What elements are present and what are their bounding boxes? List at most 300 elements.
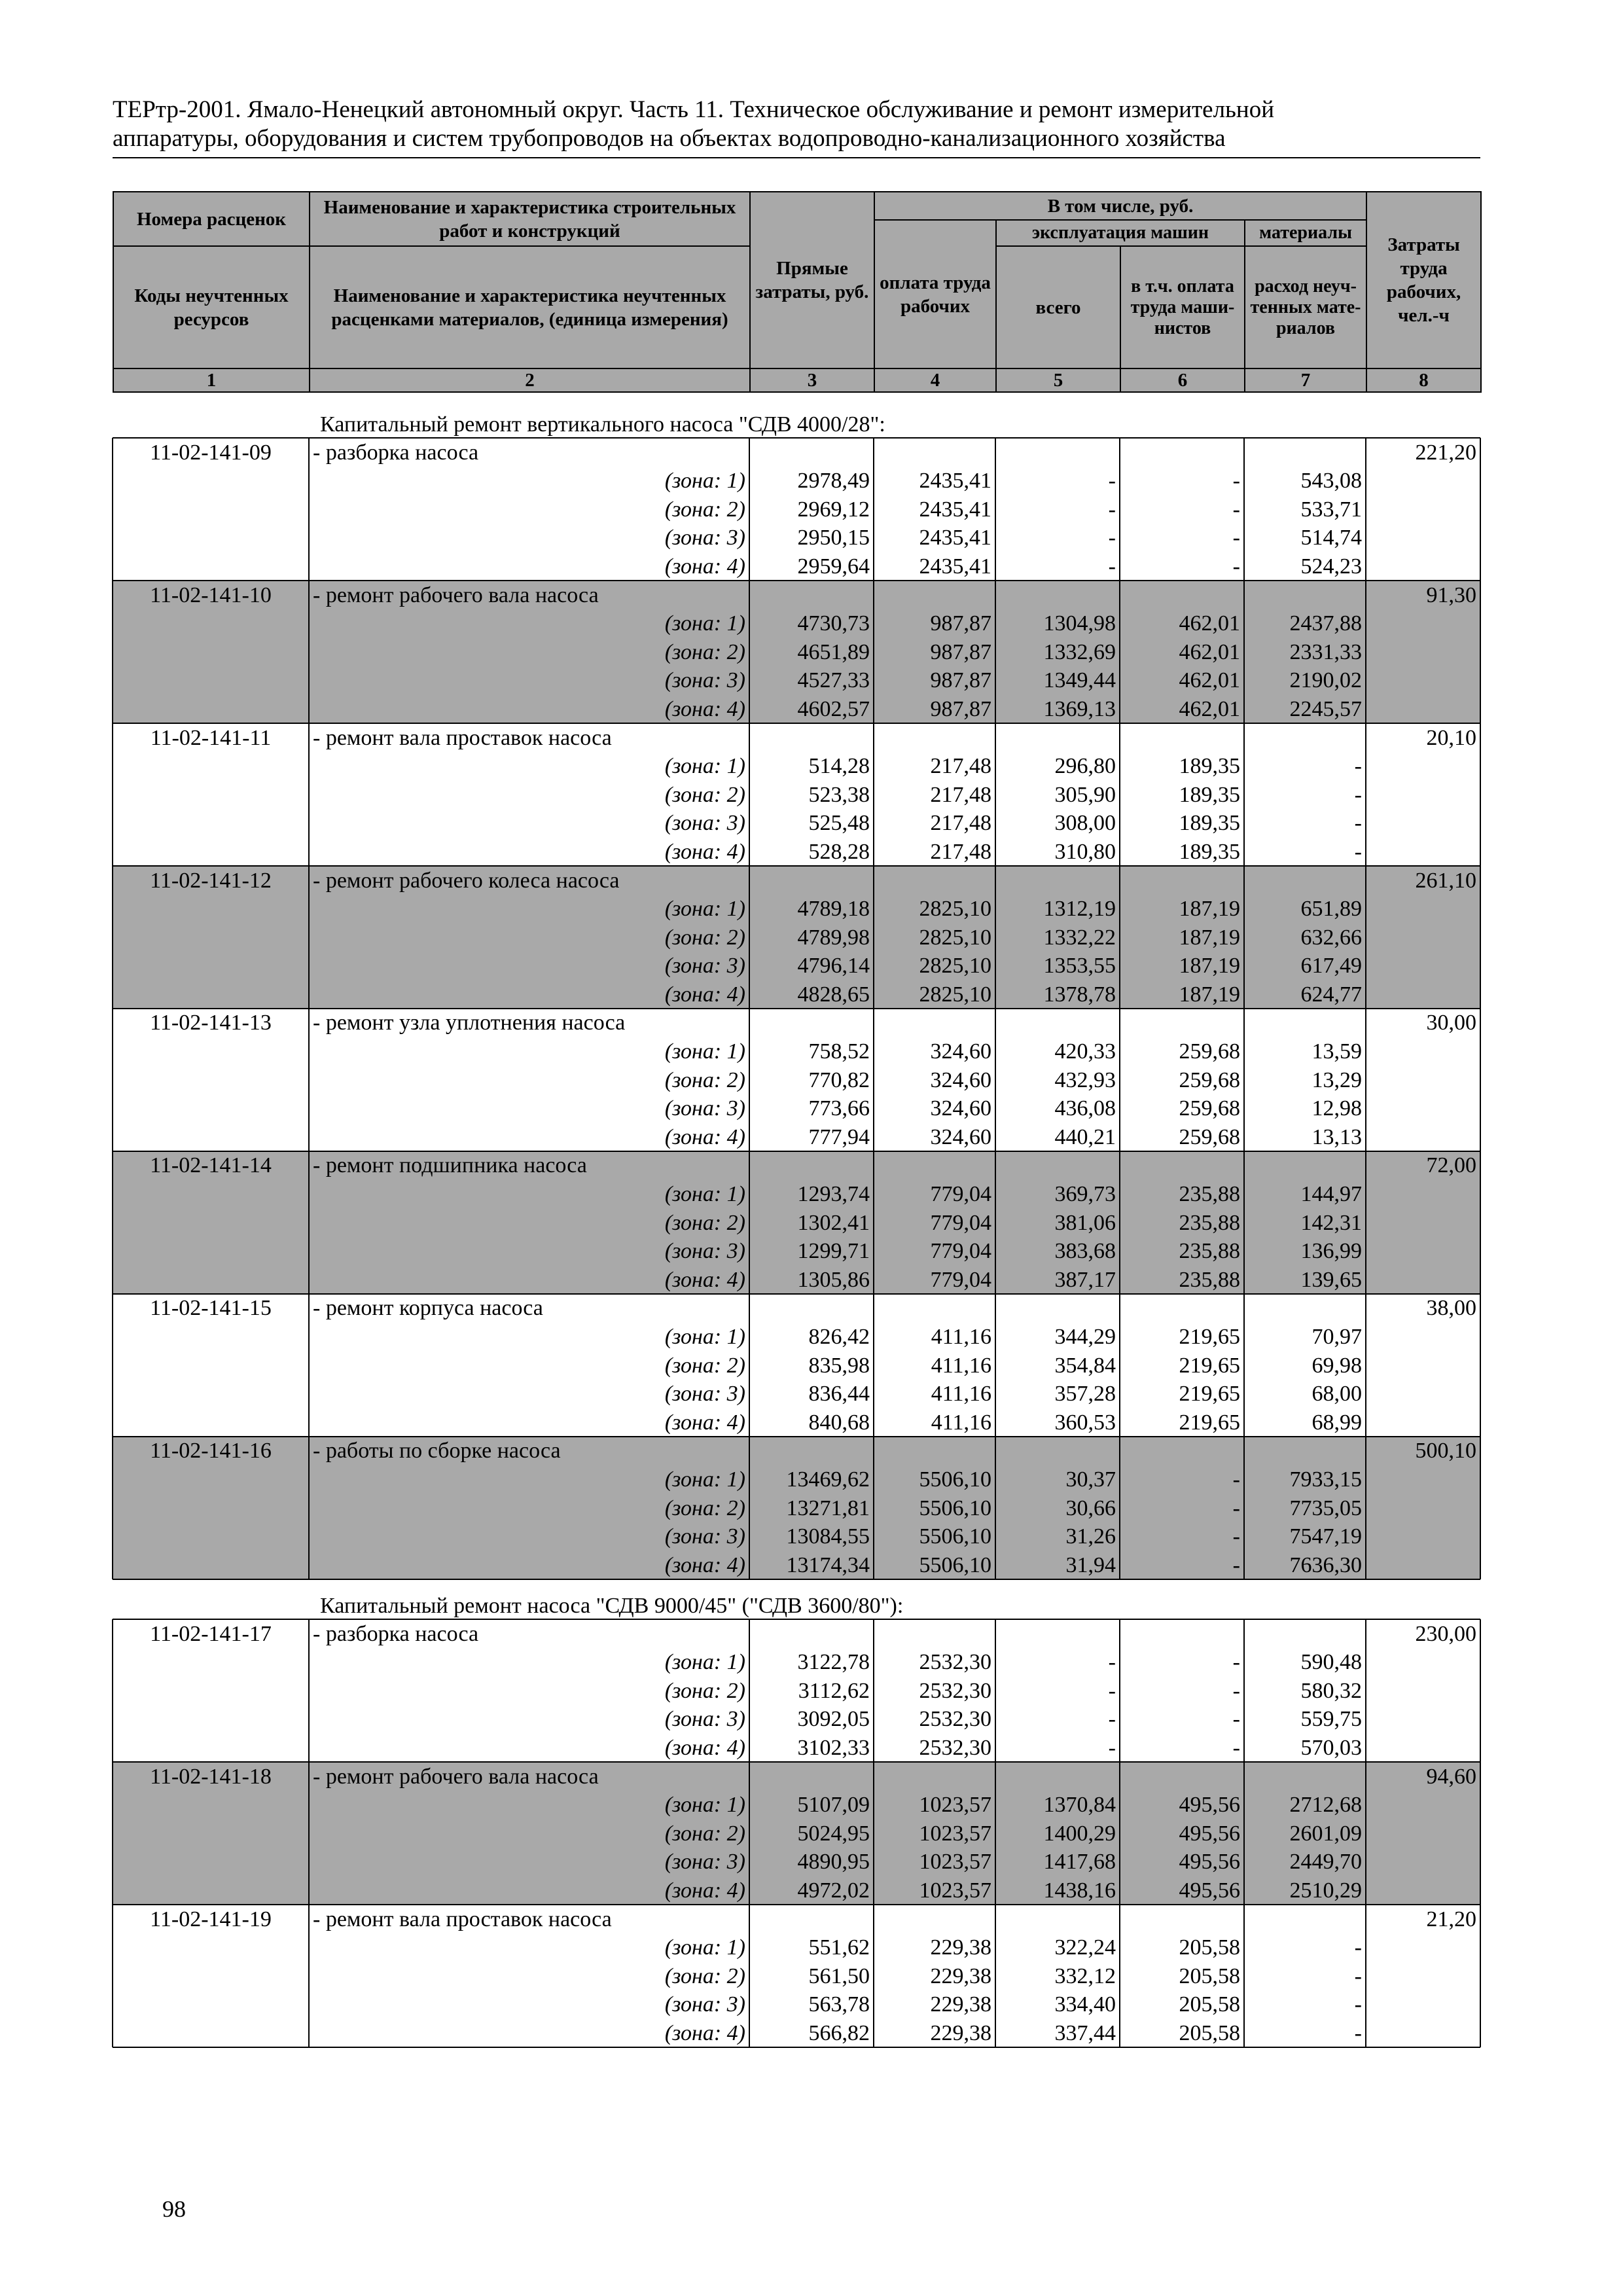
empty-cell	[1366, 1208, 1480, 1237]
machinist-wage: 187,19	[1120, 980, 1244, 1009]
zone-row	[113, 467, 1480, 495]
materials-cost: 68,99	[1311, 1410, 1362, 1435]
empty-cell	[749, 1294, 874, 1323]
zone-label: (зона: 4)	[309, 980, 749, 1009]
materials-cost: -	[1354, 1964, 1362, 1988]
empty-cell	[1244, 1009, 1366, 1037]
work-name: - работы по сборке насоса	[309, 1437, 749, 1465]
empty-cell	[995, 581, 1120, 609]
rate-row	[113, 866, 1480, 895]
zone-row	[113, 1933, 1480, 1962]
direct-cost: 2978,49	[797, 469, 870, 493]
zone-row	[113, 980, 1480, 1009]
machinist-wage: 259,68	[1179, 1039, 1240, 1064]
machinist-wage: 187,19	[1120, 895, 1244, 924]
machines-total: 440,21	[1054, 1124, 1116, 1149]
labor-cost: 500,10	[1366, 1437, 1480, 1465]
machines-total: 381,06	[995, 1208, 1120, 1237]
zone-label: (зона: 1)	[664, 1039, 745, 1064]
zone-label: (зона: 2)	[664, 1964, 745, 1988]
work-name: - ремонт корпуса насоса	[313, 1296, 543, 1321]
empty-cell	[113, 752, 309, 781]
worker-wage: 1023,57	[874, 1791, 995, 1820]
labor-cost: 261,10	[1366, 866, 1480, 895]
header-labor-costs: Затраты труда рабочих, чел.-ч	[1366, 192, 1481, 368]
document-header	[113, 96, 1480, 153]
zone-row	[113, 1990, 1480, 2019]
empty-cell	[995, 1294, 1120, 1323]
machines-total: 1438,16	[995, 1876, 1120, 1905]
machines-total: 1312,19	[995, 895, 1120, 924]
work-name: - ремонт вала проставок насоса	[313, 1907, 612, 1931]
direct-cost: 523,38	[808, 782, 870, 807]
direct-cost: 2969,12	[797, 497, 870, 522]
direct-cost: 4972,02	[749, 1876, 874, 1905]
worker-wage: 779,04	[874, 1237, 995, 1266]
labor-cost: 221,20	[1415, 440, 1476, 465]
machinist-wage: 495,56	[1120, 1876, 1244, 1905]
materials-cost: 2449,70	[1244, 1848, 1366, 1876]
materials-cost: -	[1354, 1992, 1362, 2017]
zone-label: (зона: 4)	[309, 1876, 749, 1905]
section-title: Капитальный ремонт вертикального насоса "СДВ 4000/28":	[320, 412, 885, 437]
materials-cost: 7636,30	[1244, 1551, 1366, 1579]
grid-line	[113, 865, 1480, 867]
empty-cell	[749, 723, 874, 752]
direct-cost: 3092,05	[797, 1707, 870, 1732]
rate-code: 11-02-141-13	[150, 1011, 272, 1035]
direct-cost: 4789,18	[749, 895, 874, 924]
worker-wage: 5506,10	[874, 1551, 995, 1579]
zone-label: (зона: 2)	[309, 923, 749, 952]
empty-cell	[1366, 1733, 1480, 1762]
empty-cell	[1244, 1294, 1366, 1323]
header-worker-wage: оплата труда рабочих	[874, 220, 996, 368]
direct-cost: 4527,33	[749, 666, 874, 695]
materials-cost: 617,49	[1244, 952, 1366, 980]
empty-cell	[874, 1619, 995, 1648]
zone-label: (зона: 1)	[309, 895, 749, 924]
machines-total: 322,24	[1054, 1935, 1116, 1960]
header-unaccounted-materials: расход неуч-тенных мате-риалов	[1245, 246, 1366, 368]
labor-cost: 38,00	[1426, 1296, 1476, 1321]
empty-cell	[1366, 1122, 1480, 1151]
machinist-wage: 219,65	[1179, 1325, 1240, 1349]
empty-cell	[1244, 723, 1366, 752]
zone-label: (зона: 3)	[664, 526, 745, 550]
zone-row	[113, 1791, 1480, 1820]
document-header-line-1: ТЕРтр-2001. Ямало-Ненецкий автономный округ. Часть 11. Техническое обслуживание и ремонт измерительной	[113, 96, 1275, 123]
empty-cell	[1120, 1437, 1244, 1465]
machines-total: 360,53	[1054, 1410, 1116, 1435]
materials-cost: 624,77	[1244, 980, 1366, 1009]
materials-cost: -	[1354, 839, 1362, 864]
direct-cost: 561,50	[808, 1964, 870, 1988]
zone-row	[113, 1208, 1480, 1237]
empty-cell	[113, 552, 309, 581]
rate-row	[113, 1437, 1480, 1465]
empty-cell	[113, 666, 309, 695]
empty-cell	[749, 581, 874, 609]
zone-label: (зона: 2)	[309, 1208, 749, 1237]
empty-cell	[113, 1551, 309, 1579]
zone-row	[113, 1237, 1480, 1266]
zone-label: (зона: 1)	[664, 1325, 745, 1349]
empty-cell	[113, 1265, 309, 1294]
direct-cost: 4602,57	[749, 694, 874, 723]
empty-cell	[113, 1208, 309, 1237]
empty-cell	[113, 1094, 309, 1123]
machinist-wage: 205,58	[1179, 1935, 1240, 1960]
direct-cost: 1302,41	[749, 1208, 874, 1237]
zone-row	[113, 1066, 1480, 1094]
empty-cell	[749, 1437, 874, 1465]
header-materials: материалы	[1245, 220, 1366, 246]
machinist-wage: 495,56	[1120, 1819, 1244, 1848]
empty-cell	[1366, 1819, 1480, 1848]
empty-cell	[995, 1905, 1120, 1933]
empty-cell	[1366, 637, 1480, 666]
zone-row	[113, 923, 1480, 952]
empty-cell	[874, 723, 995, 752]
zone-row	[113, 780, 1480, 809]
rate-row	[113, 1762, 1480, 1791]
zone-label: (зона: 3)	[664, 811, 745, 836]
zone-row	[113, 1351, 1480, 1380]
worker-wage: 2532,30	[919, 1735, 991, 1760]
rate-row	[113, 1151, 1480, 1180]
zone-row	[113, 1522, 1480, 1551]
zone-row	[113, 1265, 1480, 1294]
machines-total: -	[1108, 526, 1116, 550]
zone-row	[113, 2018, 1480, 2047]
machines-total: 1400,29	[995, 1819, 1120, 1848]
materials-cost: 2245,57	[1244, 694, 1366, 723]
worker-wage: 2825,10	[874, 952, 995, 980]
materials-cost: 136,99	[1244, 1237, 1366, 1266]
worker-wage: 411,16	[931, 1410, 991, 1435]
machinist-wage: 495,56	[1120, 1848, 1244, 1876]
empty-cell	[113, 1876, 309, 1905]
machines-total: 354,84	[1054, 1353, 1116, 1378]
rate-code: 11-02-141-12	[113, 866, 309, 895]
empty-cell	[874, 438, 995, 467]
empty-cell	[113, 952, 309, 980]
machines-total: 432,93	[1054, 1067, 1116, 1092]
worker-wage: 324,60	[930, 1124, 991, 1149]
zone-row	[113, 609, 1480, 638]
empty-cell	[113, 1705, 309, 1734]
worker-wage: 987,87	[874, 694, 995, 723]
empty-cell	[874, 1905, 995, 1933]
machinist-wage: 462,01	[1120, 666, 1244, 695]
materials-cost: 139,65	[1244, 1265, 1366, 1294]
zone-label: (зона: 1)	[309, 1791, 749, 1820]
zone-row	[113, 895, 1480, 924]
machinist-wage: -	[1232, 1650, 1240, 1675]
empty-cell	[874, 581, 995, 609]
empty-cell	[1366, 1351, 1480, 1380]
header-direct-costs: Прямые затраты, руб.	[750, 192, 874, 368]
materials-cost: 70,97	[1311, 1325, 1362, 1349]
machines-total: 31,26	[995, 1522, 1120, 1551]
machinist-wage: 219,65	[1179, 1353, 1240, 1378]
empty-cell	[1244, 438, 1366, 467]
empty-cell	[1366, 1648, 1480, 1677]
zone-label: (зона: 1)	[664, 1935, 745, 1960]
direct-cost: 836,44	[808, 1382, 870, 1407]
empty-cell	[874, 1151, 995, 1180]
work-name: - ремонт подшипника насоса	[309, 1151, 749, 1180]
materials-cost: 68,00	[1311, 1382, 1362, 1407]
direct-cost: 758,52	[808, 1039, 870, 1064]
worker-wage: 5506,10	[874, 1494, 995, 1522]
empty-cell	[113, 637, 309, 666]
empty-cell	[1120, 723, 1244, 752]
direct-cost: 826,42	[808, 1325, 870, 1349]
materials-cost: 69,98	[1311, 1353, 1362, 1378]
materials-cost: 2437,88	[1244, 609, 1366, 638]
machines-total: 1417,68	[995, 1848, 1120, 1876]
zone-row	[113, 837, 1480, 866]
empty-cell	[113, 895, 309, 924]
zone-label: (зона: 3)	[309, 952, 749, 980]
direct-cost: 4796,14	[749, 952, 874, 980]
rate-row	[113, 1905, 1480, 1933]
machinist-wage: -	[1120, 1494, 1244, 1522]
empty-cell	[113, 1648, 309, 1677]
labor-cost: 20,10	[1426, 725, 1476, 750]
zone-row	[113, 1819, 1480, 1848]
zone-label: (зона: 1)	[309, 1465, 749, 1494]
empty-cell	[1366, 1933, 1480, 1962]
worker-wage: 411,16	[931, 1353, 991, 1378]
grid-line	[113, 437, 1480, 439]
rate-code: 11-02-141-18	[113, 1762, 309, 1791]
zone-row	[113, 666, 1480, 695]
empty-cell	[1244, 1437, 1366, 1465]
materials-cost: 2712,68	[1244, 1791, 1366, 1820]
empty-cell	[113, 609, 309, 638]
worker-wage: 217,48	[930, 839, 991, 864]
rate-row	[113, 581, 1480, 609]
rate-row	[113, 723, 1480, 752]
empty-cell	[1366, 980, 1480, 1009]
worker-wage: 987,87	[874, 637, 995, 666]
machines-total: 436,08	[1054, 1096, 1116, 1121]
empty-cell	[1366, 609, 1480, 638]
empty-cell	[749, 866, 874, 895]
empty-cell	[113, 495, 309, 524]
empty-cell	[749, 1762, 874, 1791]
empty-cell	[1244, 866, 1366, 895]
machines-total: 1349,44	[995, 666, 1120, 695]
machines-total: 334,40	[1054, 1992, 1116, 2017]
zone-label: (зона: 4)	[309, 694, 749, 723]
zone-row	[113, 809, 1480, 838]
machinist-wage: -	[1232, 469, 1240, 493]
grid-line	[113, 1293, 1480, 1295]
empty-cell	[113, 524, 309, 552]
zone-label: (зона: 1)	[309, 1179, 749, 1208]
empty-cell	[1366, 1848, 1480, 1876]
direct-cost: 4730,73	[749, 609, 874, 638]
direct-cost: 2950,15	[797, 526, 870, 550]
empty-cell	[1120, 438, 1244, 467]
empty-cell	[113, 1122, 309, 1151]
materials-cost: 2510,29	[1244, 1876, 1366, 1905]
worker-wage: 5506,10	[874, 1522, 995, 1551]
empty-cell	[1366, 1465, 1480, 1494]
worker-wage: 1023,57	[874, 1848, 995, 1876]
materials-cost: -	[1354, 811, 1362, 836]
direct-cost: 5024,95	[749, 1819, 874, 1848]
empty-cell	[113, 1380, 309, 1408]
materials-cost: 142,31	[1244, 1208, 1366, 1237]
header-resource-codes: Коды неучтенных ресурсов	[113, 246, 310, 368]
empty-cell	[113, 837, 309, 866]
empty-cell	[1366, 1494, 1480, 1522]
worker-wage: 411,16	[931, 1325, 991, 1349]
worker-wage: 229,38	[930, 1935, 991, 1960]
materials-cost: 2190,02	[1244, 666, 1366, 695]
materials-cost: 12,98	[1311, 1096, 1362, 1121]
header-rule	[113, 157, 1480, 158]
materials-cost: 13,29	[1311, 1067, 1362, 1092]
machines-total: 344,29	[1054, 1325, 1116, 1349]
zone-row	[113, 694, 1480, 723]
machinist-wage: 187,19	[1120, 923, 1244, 952]
empty-cell	[995, 1619, 1120, 1648]
machinist-wage: 462,01	[1120, 637, 1244, 666]
zone-row	[113, 1465, 1480, 1494]
empty-cell	[1244, 581, 1366, 609]
empty-cell	[113, 1465, 309, 1494]
machines-total: -	[1108, 1707, 1116, 1732]
empty-cell	[113, 809, 309, 838]
work-name: - ремонт рабочего вала насоса	[309, 1762, 749, 1791]
machinist-wage: 235,88	[1120, 1208, 1244, 1237]
materials-cost: 559,75	[1300, 1707, 1362, 1732]
machines-total: 420,33	[1054, 1039, 1116, 1064]
machinist-wage: -	[1120, 1522, 1244, 1551]
worker-wage: 1023,57	[874, 1819, 995, 1848]
worker-wage: 2825,10	[874, 895, 995, 924]
direct-cost: 4828,65	[749, 980, 874, 1009]
zone-row	[113, 1733, 1480, 1762]
worker-wage: 229,38	[930, 2020, 991, 2045]
direct-cost: 13271,81	[749, 1494, 874, 1522]
worker-wage: 324,60	[930, 1039, 991, 1064]
grid-line	[113, 1619, 1480, 1620]
empty-cell	[113, 1351, 309, 1380]
zone-row	[113, 524, 1480, 552]
rate-code: 11-02-141-10	[113, 581, 309, 609]
machines-total: 1332,22	[995, 923, 1120, 952]
direct-cost: 3112,62	[798, 1678, 870, 1703]
column-number: 7	[1245, 368, 1366, 392]
labor-cost: 91,30	[1366, 581, 1480, 609]
machines-total: 305,90	[1054, 782, 1116, 807]
machines-total: 31,94	[995, 1551, 1120, 1579]
worker-wage: 779,04	[874, 1265, 995, 1294]
empty-cell	[995, 1009, 1120, 1037]
direct-cost: 566,82	[808, 2020, 870, 2045]
worker-wage: 324,60	[930, 1067, 991, 1092]
zone-label: (зона: 4)	[309, 1551, 749, 1579]
machines-total: -	[1108, 1735, 1116, 1760]
grid-line	[113, 2047, 1480, 2048]
empty-cell	[1120, 866, 1244, 895]
machinist-wage: 259,68	[1179, 1067, 1240, 1092]
empty-cell	[1120, 1619, 1244, 1648]
materials-cost: 7547,19	[1244, 1522, 1366, 1551]
header-machine-exploitation: эксплуатация машин	[996, 220, 1245, 246]
machines-total: 308,00	[1054, 811, 1116, 836]
machinist-wage: 189,35	[1179, 811, 1240, 836]
materials-cost: 7933,15	[1244, 1465, 1366, 1494]
zone-label: (зона: 1)	[309, 609, 749, 638]
direct-cost: 1299,71	[749, 1237, 874, 1266]
empty-cell	[1366, 1676, 1480, 1705]
grid-line	[113, 1904, 1480, 1905]
empty-cell	[1120, 1762, 1244, 1791]
empty-cell	[1366, 1380, 1480, 1408]
materials-cost: 13,59	[1311, 1039, 1362, 1064]
rate-code: 11-02-141-19	[150, 1907, 272, 1931]
empty-cell	[1366, 1522, 1480, 1551]
empty-cell	[995, 1437, 1120, 1465]
empty-cell	[1120, 1294, 1244, 1323]
empty-cell	[1366, 752, 1480, 781]
direct-cost: 514,28	[808, 754, 870, 779]
machinist-wage: 189,35	[1179, 839, 1240, 864]
rate-code: 11-02-141-14	[113, 1151, 309, 1180]
zone-label: (зона: 3)	[309, 666, 749, 695]
materials-cost: 144,97	[1244, 1179, 1366, 1208]
empty-cell	[113, 1819, 309, 1848]
machinist-wage: 205,58	[1179, 1964, 1240, 1988]
direct-cost: 2959,64	[797, 554, 870, 579]
empty-cell	[1366, 837, 1480, 866]
worker-wage: 324,60	[930, 1096, 991, 1121]
empty-cell	[1366, 694, 1480, 723]
empty-cell	[113, 1791, 309, 1820]
materials-cost: 632,66	[1244, 923, 1366, 952]
worker-wage: 2532,30	[919, 1707, 991, 1732]
rate-row	[113, 1619, 1480, 1648]
column-number: 3	[750, 368, 874, 392]
empty-cell	[1366, 1705, 1480, 1734]
worker-wage: 229,38	[930, 1964, 991, 1988]
materials-cost: 13,13	[1311, 1124, 1362, 1149]
column-number: 8	[1366, 368, 1481, 392]
zone-label: (зона: 2)	[664, 1067, 745, 1092]
column-number: 4	[874, 368, 996, 392]
zone-label: (зона: 4)	[664, 839, 745, 864]
labor-cost: 21,20	[1426, 1907, 1476, 1931]
machinist-wage: -	[1232, 497, 1240, 522]
empty-cell	[1366, 780, 1480, 809]
empty-cell	[1366, 1066, 1480, 1094]
empty-cell	[1366, 1037, 1480, 1066]
work-name: - разборка насоса	[313, 1621, 479, 1646]
direct-cost: 1305,86	[749, 1265, 874, 1294]
machines-total: 1378,78	[995, 980, 1120, 1009]
worker-wage: 2825,10	[874, 923, 995, 952]
zone-row	[113, 1037, 1480, 1066]
empty-cell	[113, 1237, 309, 1266]
